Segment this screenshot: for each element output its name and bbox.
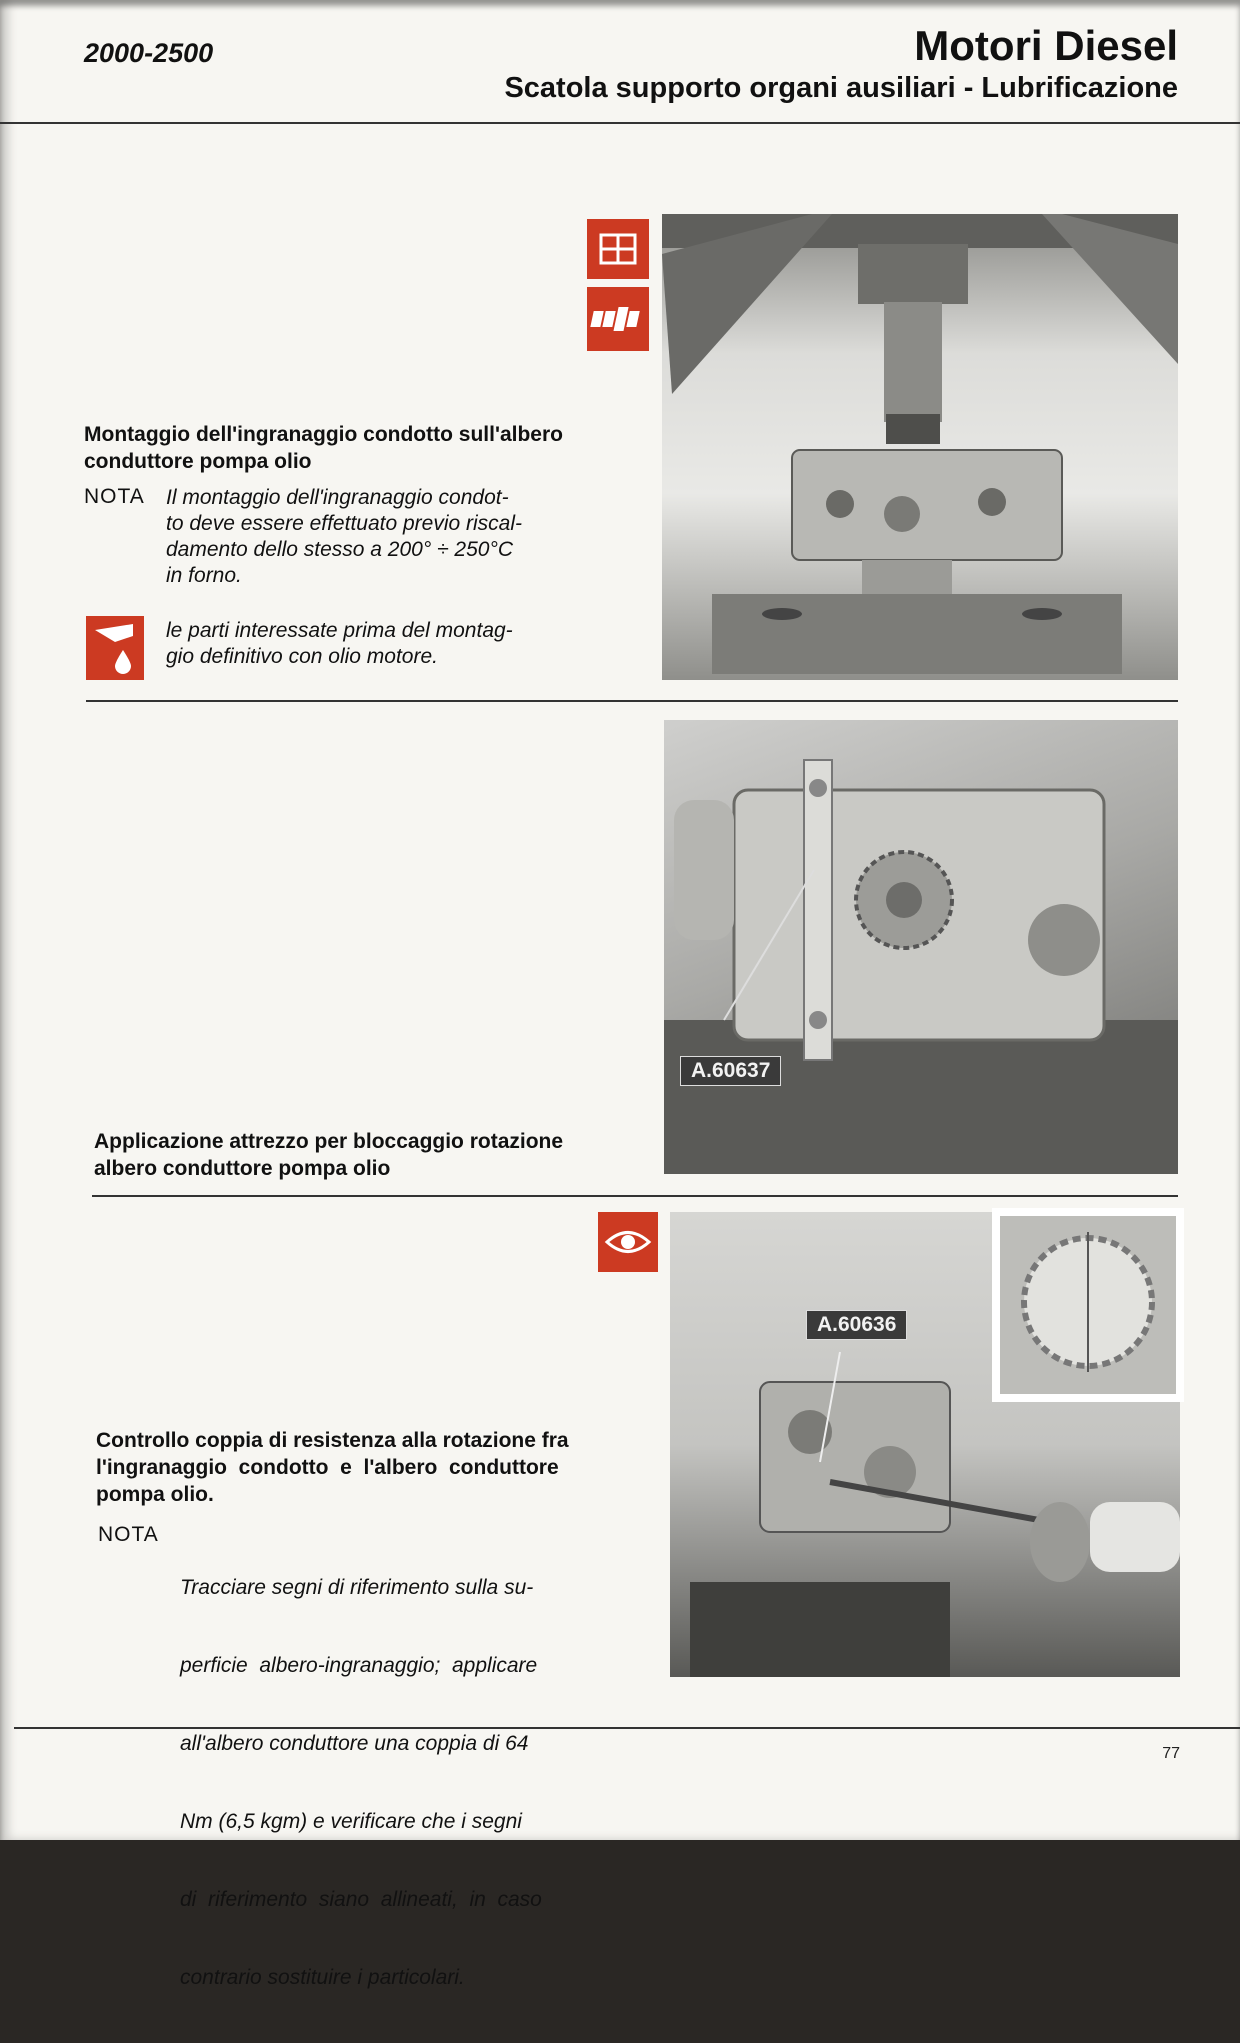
fiat-logo [587,287,649,351]
nota-line: Tracciare segni di riferimento sulla su- [180,1576,534,1599]
nota-line: damento dello stesso a 200° ÷ 250°C [166,538,514,561]
section1-caption-line: conduttore pompa olio [84,450,312,473]
nota-line: Nm (6,5 kgm) e verificare che i segni [180,1810,522,1833]
section1-caption-line: Montaggio dell'ingranaggio condotto sull'albero [84,423,563,446]
oil-line: le parti interessate prima del montag- [166,619,513,642]
tool-code-tag: A.60636 [806,1310,907,1340]
section2-caption-line: albero conduttore pompa olio [94,1157,391,1180]
oil-can-icon [86,616,144,680]
window-icon [587,219,649,279]
nota-line: in forno. [166,564,242,587]
section1-caption [84,421,563,475]
gear-lock-photo [664,720,1178,1174]
page-title: Motori Diesel [914,22,1178,69]
section3-caption-line: Controllo coppia di resistenza alla rotazione fra [96,1429,569,1452]
oil-line: gio definitivo con olio motore. [166,645,438,668]
section3-nota-text [180,1523,542,2043]
model-range: 2000-2500 [84,38,214,68]
section1-nota-label: NOTA [84,485,145,508]
section3-caption [96,1427,569,1508]
nota-line: perficie albero-ingranaggio; applicare [180,1654,538,1677]
section2-caption-line: Applicazione attrezzo per bloccaggio rotazione [94,1130,564,1153]
nota-line: Il montaggio dell'ingranaggio condot- [166,486,509,509]
tool-code-tag: A.60637 [680,1056,781,1086]
nota-line: all'albero conduttore una coppia di 64 [180,1732,529,1755]
section3-nota-label: NOTA [98,1523,159,1546]
page-number: 77 [1162,1745,1180,1762]
footer-rule [14,1727,1240,1729]
oil-instruction-text [166,618,513,670]
page-subtitle: Scatola supporto organi ausiliari - Lubrificazione [504,72,1178,104]
eye-icon [598,1212,658,1272]
header-rule [0,122,1240,124]
nota-line: to deve essere effettuato previo riscal- [166,512,523,535]
section2-caption [94,1128,563,1182]
section-divider [86,700,1178,702]
section3-caption-line: pompa olio. [96,1483,214,1506]
section3-caption-line: l'ingranaggio condotto e l'albero conduttore [96,1456,559,1479]
section-divider [92,1195,1178,1197]
torque-check-photo [670,1212,1180,1677]
nota-line: contrario sostituire i particolari. [180,1966,465,1989]
press-photo [662,214,1178,680]
section1-nota-text [166,485,522,589]
nota-line: di riferimento siano allineati, in caso [180,1888,542,1911]
